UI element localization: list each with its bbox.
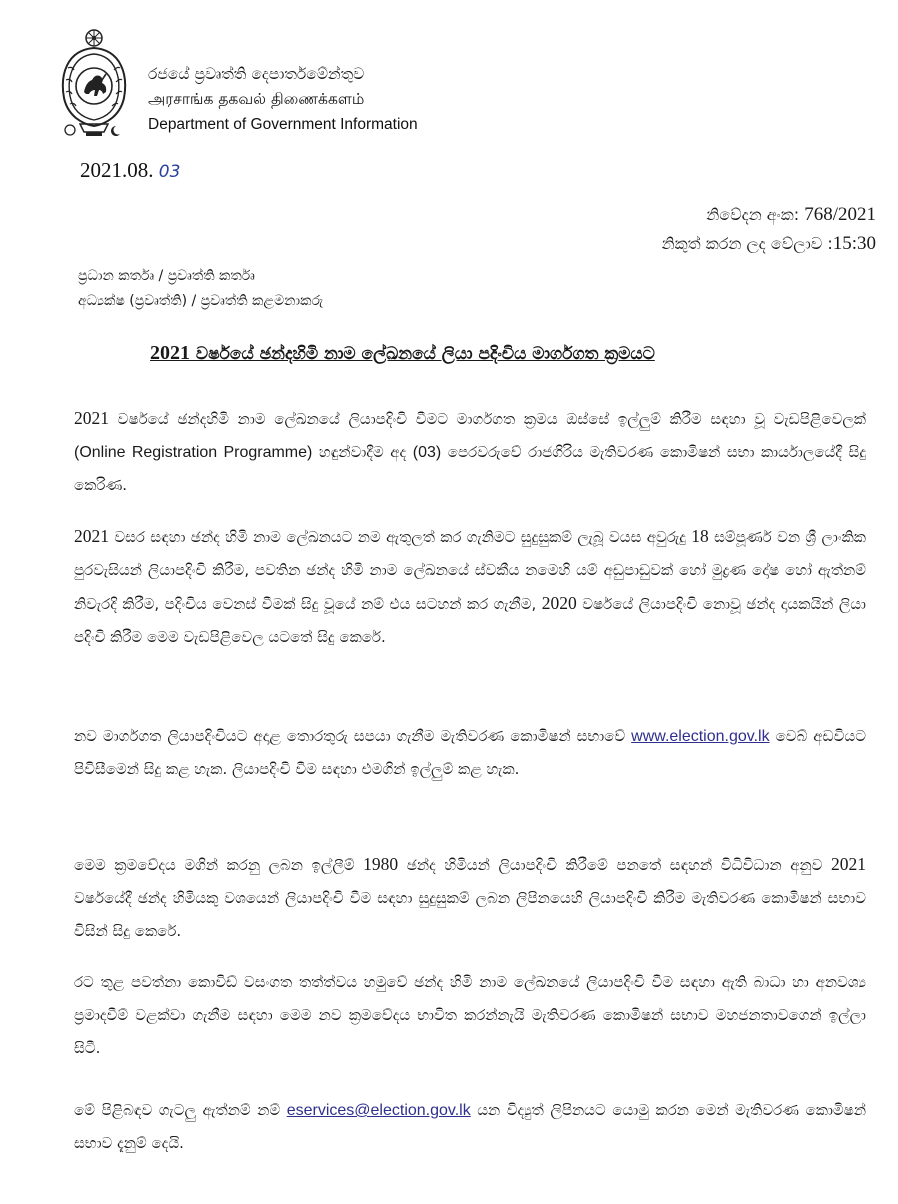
release-number-row [662, 200, 876, 229]
release-time-label: නිකුත් කරන ලද වේලාව : [661, 234, 833, 253]
paragraph1-text-c: පෙරවරුවේ රාජගිරිය මැතිවරණ කොමිෂන් සභා කාර්යාලයේදී සිදු කෙරිණ. [74, 443, 866, 494]
release-date [80, 158, 180, 183]
recipients-line-editors: ප්‍රධාන කර්තෘ / ප්‍රවෘත්ති කර්තෘ [78, 268, 255, 284]
release-time-row [662, 229, 876, 258]
paragraph-eligibility [74, 520, 866, 654]
paragraph1-text-b: හඳුන්වාදීම අද [312, 443, 413, 461]
paragraph1-programme-name: (Online Registration Programme) [74, 444, 313, 461]
paragraph4-text-c: වර්ෂයේදී ඡන්ද හිමියකු වශයෙන් ලියාපදිංචි වීම සඳහා සුදුසුකම් ලබන ලිපිනයෙහි ලියාපදිංචි කිරීම මැතිවරණ කොමිෂන් සභාව විසින් සිදු කෙරේ. [74, 889, 866, 940]
paragraph6-text-a: මේ පිළිබඳව ගැටලු ඇත්නම් නම් [74, 1101, 287, 1119]
department-name-sinhala: රජයේ ප්‍රවෘත්ති දෙපාර්තමේන්තුව [148, 65, 365, 83]
paragraph2-text-a: වසර සඳහා ඡන්ද හිමි නාම ලේඛනයට නම ඇතුලත් කර ගැනිමට සුදුසුකම් ලැබූ වයස අවුරුදු [109, 528, 692, 546]
paragraph6-text-b: යන විද්‍යුත් ලිපිනයට යොමු කරන මෙන් මැතිවරණ කොමිෂන් සභාව දැනුම් දෙයි. [74, 1101, 867, 1152]
letterhead [56, 28, 456, 148]
paragraph2-year: 2021 [74, 526, 109, 546]
release-date-handwritten-day: 03 [158, 162, 181, 182]
paragraph1-year: 2021 [74, 408, 109, 428]
headline-text: වර්ෂයේ ඡන්දහිමි නාම ලේඛනයේ ලියා පදිංචිය මාර්ගගත ක්‍රමයට [190, 344, 655, 364]
paragraph2-prev-year: 2020 [541, 593, 577, 613]
paragraph4-text-b: ඡන්ද හිමියන් ලියාපදිංචි කිරීමේ පනතේ සඳහන් විධිවිධාන අනුව [398, 856, 831, 874]
paragraph4-year: 2021 [830, 854, 866, 874]
recipients [78, 264, 323, 314]
release-number-label: නිවේදන අංක: [706, 205, 800, 224]
release-date-printed: 2021.08. [80, 158, 154, 182]
paragraph1-text-a: වර්ෂයේ ඡන්දහිමි නාම ලේඛනයේ ලියාපදිංචි වීමට මාර්ගගත ක්‍රමය ඔස්සේ ඉල්ලුම් කිරීම සඳහා වූ වැඩපිළිවෙලක් [109, 410, 866, 428]
department-name-english: Department of Government Information [148, 116, 418, 133]
election-website-link[interactable]: www.election.gov.lk [631, 728, 770, 745]
press-release-headline [150, 342, 655, 365]
sri-lanka-emblem-icon [56, 28, 132, 140]
headline-year: 2021 [150, 342, 190, 364]
paragraph4-text-a: මෙම ක්‍රමවේදය මගින් කරනු ලබන ඉල්ලීම් [74, 856, 364, 874]
paragraph2-age: 18 [691, 526, 709, 546]
reference-block [662, 200, 876, 258]
paragraph-online-registration [74, 402, 866, 502]
recipients-line-directors: අධ්‍යක්ෂ (ප්‍රවෘත්ති) / ප්‍රවෘත්ති කළමනාකරු [78, 293, 324, 309]
paragraph3-text-b: වෙබ් අඩවියට පිවිසීමෙන් සිදු කළ හැක. ලියාපදිංචි වීම සඳහා එමගින් ඉල්ලුම් කළ හැක. [74, 727, 866, 778]
department-names [148, 62, 468, 137]
paragraph3-text-a: නව මාර්ගගත ලියාපදිංචියට අදාළ තොරතුරු සපයා ගැනීම මැතිවරණ කොමිෂන් සභාවේ [74, 727, 632, 745]
contact-email-link[interactable]: eservices@election.gov.lk [286, 1102, 471, 1119]
paragraph5-text: රට තුළ පවත්නා කොවිඩ් වසංගත තත්ත්වය හමුවේ ඡන්ද හිමි නාම ලේඛනයේ ලියාපදිංචි වීම සඳහා ඇති බාධා හා අනවශ්‍ය ප්‍රමාදවීම් වළක්වා ගැනීම සඳහා මෙම නව ක්‍රමවේදය භාවිත කරන්නැයි මැතිවරණ කොමිෂන් සභාව මහජනතාවගෙන් ඉල්ලා සිටී. [74, 973, 866, 1057]
paragraph-website [74, 720, 866, 786]
paragraph-contact [74, 1094, 866, 1160]
release-number-value: 768/2021 [804, 204, 876, 225]
paragraph2-text-c: වර්ෂයේ ලියාපදිංචි නොවූ ඡන්ද දායකයින් ලියා පදිංචි කිරීම මෙම වැඩපිළිවෙල යටතේ සිදු කෙරේ. [74, 595, 866, 646]
paragraph1-day: (03) [412, 444, 442, 461]
release-time-value: 15:30 [832, 233, 876, 254]
paragraph-covid-request [74, 966, 866, 1065]
paragraph4-act-year: 1980 [363, 854, 399, 874]
paragraph2-text-b: සම්පූර්ණ වන ශ්‍රී ලාංකික පුරවැසියන් ලියාපදිංචි කිරීම, පවතින ඡන්ද හිමි නාම ලේඛනයේ ස්වකීය නමෙහි යම් අඩුපාඩුවක් හෝ මුද්‍රණ දෝෂ හෝ ඇත්නම් නිවැරදි කිරීම, පදිංචිය වෙනස් වීමක් සිදු වූයේ නම් එය සටහන් කර ගැනීම, [74, 528, 866, 613]
department-name-tamil: அரசாங்க தகவல் திணைக்களம் [148, 90, 365, 108]
paragraph-legal-basis [74, 848, 866, 948]
